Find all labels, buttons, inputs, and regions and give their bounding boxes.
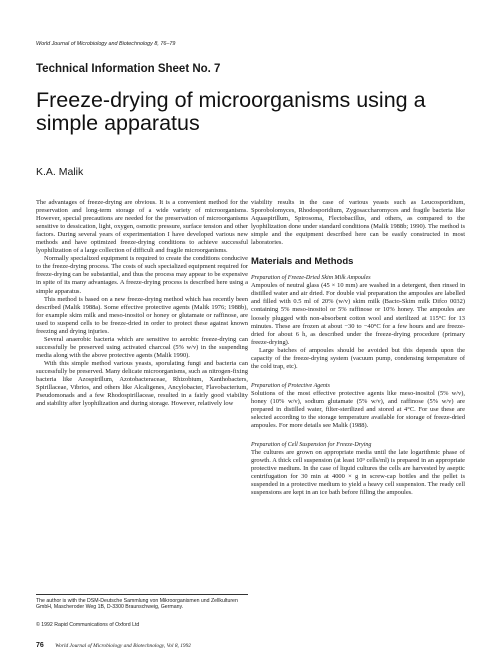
- section-heading: Materials and Methods: [251, 256, 354, 268]
- body-paragraph: This method is based on a new freeze-drying method which has recently been described (Malik 1988a). Some effective protective agents (Malik 1976; 1988b), for example skim milk and meso-inositol or honey or glutamate or raffinose, are used to suspend cells to be freeze-dried in order to protect these against known freezing and drying injuries.: [36, 295, 248, 335]
- body-paragraph: Large batches of ampoules should be avoided but this depends upon the capacity of the freeze-drying system (vacuum pump, condensing temperature of the cold trap, etc).: [251, 346, 465, 370]
- right-column: [251, 199, 465, 497]
- body-paragraph: Several anaerobic bacteria which are sensitive to aerobic freeze-drying can successfully be preserved using activated charcoal (5% w/v) in the suspending media along with the above protective agents (Malik 1990).: [36, 335, 248, 359]
- author-name: K.A. Malik: [36, 166, 84, 178]
- copyright-notice: © 1992 Rapid Communications of Oxford Ltd: [36, 622, 140, 628]
- left-column: [36, 199, 248, 408]
- subsection-heading: Preparation of Freeze-Dried Skim Milk Ampoules: [251, 275, 371, 282]
- sheet-title: Technical Information Sheet No. 7: [36, 63, 221, 75]
- subsection-heading: Preparation of Cell Suspension for Freeze-Drying: [251, 442, 372, 449]
- footnote-divider: [36, 594, 248, 595]
- body-paragraph: viability results in the case of various yeasts such as Leucosporidium, Sporobolomyces, Rhodosporidium, Zygosaccharomyces and fragile bacteria like Aquaspirillum, Spirosoma, Flectobacillus, and others, as compared to the lyophilization done under standard conditions (Malik 1988b; 1990). The method is simple and the equipment described here can be easily constructed in most laboratories.: [251, 199, 465, 247]
- body-paragraph: Normally specialized equipment is required to create the conditions conducive to the freeze-drying process. The costs of such specialized equipment required for freeze-drying can be substantial, and thus the process may appear to be expensive in spite of its many advantages. A freeze-drying process is described here using a simple apparatus.: [36, 255, 248, 295]
- subsection-heading: Preparation of Protective Agents: [251, 382, 330, 389]
- page-number: 76: [36, 642, 44, 649]
- journal-header: World Journal of Microbiology and Biotechnology 8, 76–79: [36, 41, 176, 47]
- author-affiliation-footnote: The author is with the DSM-Deutsche Sammlung von Mikroorganismen und Zellkulturen GmbH, Mascheroder Weg 1B, D-3300 Braunschweig, Germany.: [36, 598, 238, 611]
- body-paragraph: Solutions of the most effective protective agents like meso-inositol (5% w/v), honey (10% w/v), sodium glutamate (5% w/v), and raffinose (5% w/v) are prepared in distilled water, filter-sterilized and stored at 4°C. For use these are selected according to the storage temperature available for storage of freeze-dried ampoules. For more details see Malik (1988).: [251, 389, 465, 430]
- body-paragraph: The cultures are grown on appropriate media until the late logarithmic phase of growth. A thick cell suspension (at least 10⁹ cells/ml) is prepared in an appropriate protective medium. In the case of liquid cultures the cells are harvested by aseptic centrifugation for 30 min at 4000 × g in screw-cap bottles and the pellet is suspended in a protective medium to yield a heavy cell suspension. The ready cell suspensions are kept in an ice bath before filling the ampoules.: [251, 449, 465, 497]
- body-paragraph: The advantages of freeze-drying are obvious. It is a convenient method for the preservation and long-term storage of a wide variety of microorganisms. However, special precautions are needed for the preservation of microorganisms sensitive to dessication, light, oxygen, osmotic pressure, surface tension and other factors. During several years of experimentation I have developed various new methods and have optimized freeze-drying conditions to achieve successful lyophilization of a large collection of difficult and fragile microorganisms.: [36, 199, 248, 255]
- article-title: Freeze-drying of microorganisms using a simple apparatus: [36, 88, 426, 135]
- body-paragraph: Ampoules of neutral glass (45 × 10 mm) are washed in a detergent, then rinsed in distilled water and air dried. For double vial preparation the ampoules are labelled and filled with 0.5 ml of 20% (w/v) skim milk (Bacto-Skim milk Difco 0032) containing 5% meso-inositol or 5% raffinose or 10% honey. The ampoules are loosely plugged with non-absorbent cotton wool and sterilized at 115°C for 13 minutes. These are frozen at about −30 to −40°C for a few hours and are freeze-dried for about 6 h, as described under the freeze-drying procedure (primary freeze-drying).: [251, 282, 465, 346]
- page-footer: [36, 642, 191, 649]
- footer-citation: World Journal of Microbiology and Biotechnology, Vol 8, 1992: [55, 643, 192, 649]
- body-paragraph: With this simple method various yeasts, sporulating fungi and bacteria can successfully be preserved. Many delicate microorganisms, such as nitrogen-fixing bacteria like Azospirillum, Azotobacteraceae, Rhizobium, Xanthobacters, Spirillaceae, Vibrios, and others like Alcaligenes, Ancylobacter, Flavobacterium, Pseudomonads and a few Rhodospirillaceae, resulted in a fairly good viability and stability after lyophilization and during storage. However, relatively low: [36, 359, 248, 408]
